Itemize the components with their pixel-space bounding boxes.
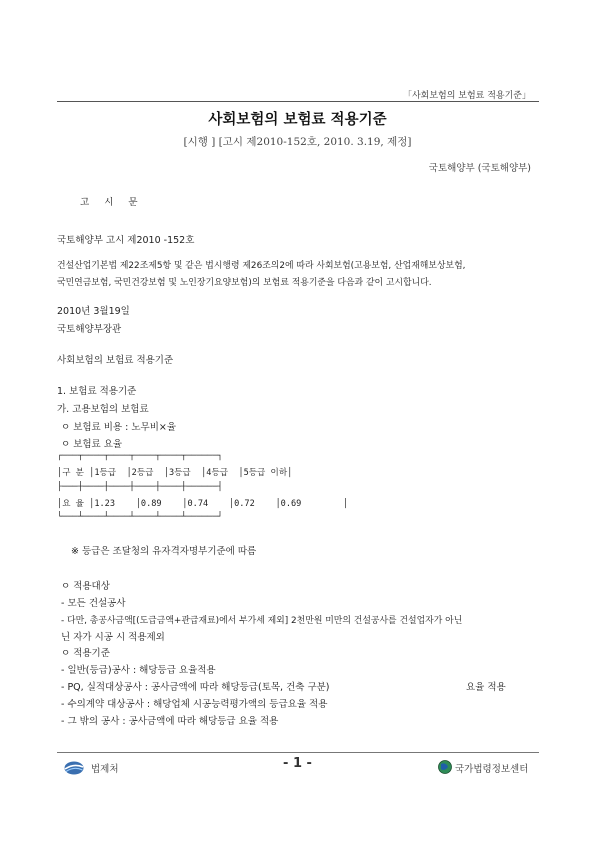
page-number: - 1 - (283, 756, 312, 771)
rules-title: 사회보험의 보험료 적용기준 (57, 355, 174, 366)
document-title: 사회보험의 보험료 적용기준 (208, 112, 387, 128)
notice-number: 국토해양부 고시 제2010 -152호 (57, 235, 195, 246)
rate-table-value-cell: 0.72 (234, 499, 255, 509)
footer-center-name: 국가법령정보센터 (455, 764, 529, 775)
rate-table-value-cell: 0.69 (280, 499, 302, 509)
rate-table-value-cell: 0.74 (187, 499, 209, 509)
rate-table-bottom-border: └───┴────┴────┴────┴────┴──────┘ (57, 512, 223, 522)
rate-table-middle-border: ├───┼────┼────┼────┼────┼──────┤ (57, 482, 223, 492)
rate-table-row-label: 요 율 (62, 499, 84, 509)
notice-signer: 국토해양부장관 (57, 324, 122, 335)
rate-table-header-row: │구 분 │1등급 │2등급 │3등급 │4등급 │5등급 이하│ (57, 468, 293, 478)
intro-line-1: 건설산업기본법 제22조제5항 및 같은 법시행령 제26조의2에 따라 사회보험(고용보험, 산업재해보상보험, (57, 261, 466, 271)
criteria-item-4: - 그 밖의 공사 : 공사금액에 따라 해당등급 요율 적용 (61, 716, 279, 727)
criteria-heading: ㅇ 적용기준 (61, 648, 110, 659)
notice-heading: 고 시 문 (80, 197, 144, 208)
scope-item-2-line-2: 닌 자가 시공 시 적용제외 (61, 632, 165, 643)
header-document-tag: 「사회보험의 보험료 적용기준」 (402, 91, 531, 101)
rate-table-value-cell: 0.89 (140, 499, 162, 509)
bullet-premium-cost: ㅇ 보험료 비용 : 노무비×율 (61, 422, 177, 433)
rate-table-header-cell: 1등급 (94, 468, 117, 478)
criteria-item-3: - 수의계약 대상공사 : 해당업체 시공능력평가액의 등급요율 적용 (61, 699, 328, 710)
footer-publisher: 법제처 (91, 764, 119, 775)
header-rule (57, 101, 539, 102)
scope-item-1: - 모든 건설공사 (61, 598, 126, 609)
section-1-heading: 1. 보험료 적용기준 (57, 386, 137, 397)
scope-heading: ㅇ 적용대상 (61, 581, 110, 592)
rate-table-top-border: ┌───┬────┬────┬────┬────┬──────┐ (57, 451, 223, 461)
document-subtitle: [시행 ] [고시 제2010-152호, 2010. 3.19, 제정] (183, 136, 412, 148)
intro-line-2: 국민연금보험, 국민건강보험 및 노인장기요양보험)의 보험료 적용기준을 다음과 같이 고시합니다. (57, 278, 432, 288)
rate-table-value-cell: 1.23 (94, 499, 116, 509)
rate-table-note: ※ 등급은 조달청의 유자격자명부기준에 따름 (71, 546, 257, 557)
section-1a-heading: 가. 고용보험의 보험료 (57, 404, 149, 415)
rate-table-header-cell: 5등급 이하 (243, 468, 288, 478)
rate-table-header-cell: 3등급 (168, 468, 191, 478)
rate-table-header-cell: 구 분 (62, 468, 84, 478)
scope-item-2-line-1: - 다만, 총공사금액[(도급금액+관급재료)에서 부가세 제외] 2천만원 미만의 건설공사를 건설업자가 아닌 (61, 616, 463, 626)
globe-logo-icon (438, 759, 452, 773)
rate-table-header-cell: 4등급 (206, 468, 229, 478)
footer-rule (57, 752, 539, 753)
rate-table-header-cell: 2등급 (131, 468, 154, 478)
bullet-premium-rate: ㅇ 보험료 요율 (61, 439, 123, 450)
criteria-item-2: - PQ, 실적대상공사 : 공사금액에 따라 해당등급(토목, 건축 구분) (61, 682, 330, 693)
notice-date: 2010년 3월19일 (57, 306, 130, 317)
rate-table-value-row: │요 율 │1.23 │0.89 │0.74 │0.72 │0.69 │ (57, 499, 348, 509)
issuing-ministry: 국토해양부 (국토해양부) (428, 163, 531, 174)
criteria-item-1: - 일반(등급)공사 : 해당등급 요율적용 (61, 665, 216, 676)
criteria-item-2-tail: 요율 적용 (466, 682, 506, 693)
